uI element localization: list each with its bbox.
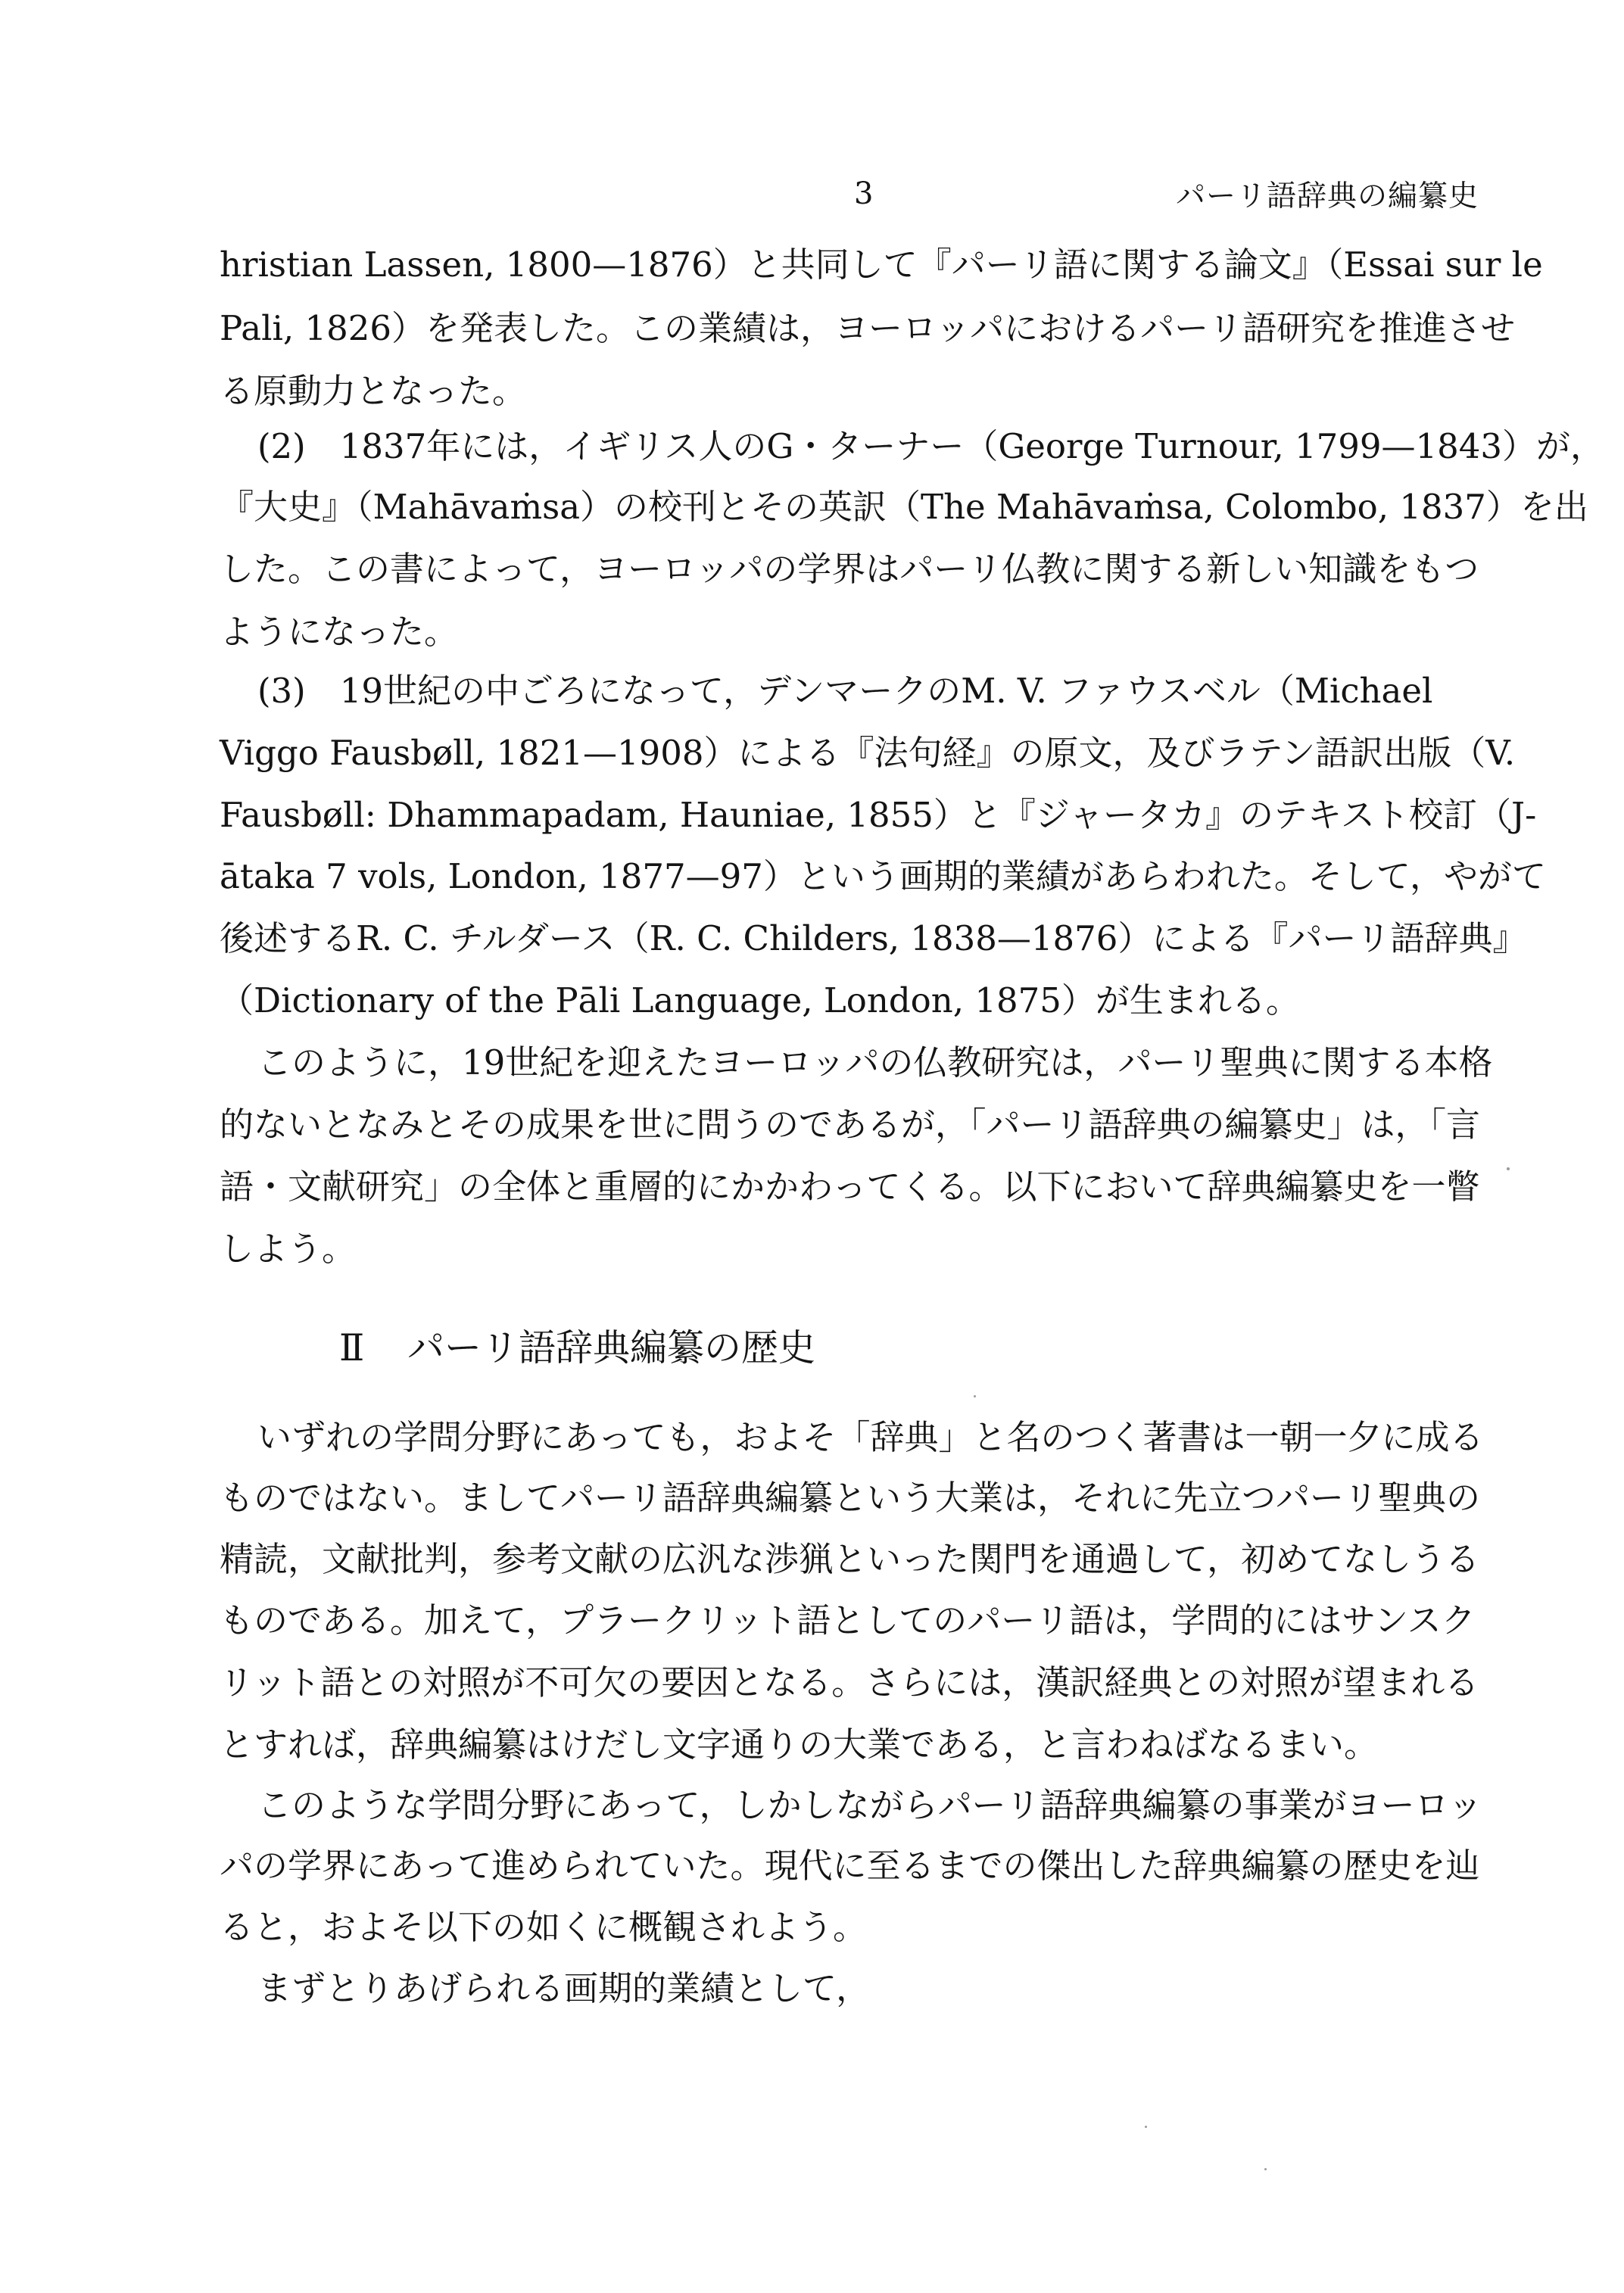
page-number: 3: [854, 176, 874, 211]
scan-speck: [1507, 1167, 1510, 1170]
text-line: Viggo Fausbøll, 1821—1908）による『法句経』の原文，及びラテン語訳出版（V.: [220, 733, 1516, 773]
scan-speck: [1264, 2168, 1267, 2170]
text-line: ものである。加えて，プラークリット語としてのパーリ語は，学問的にはサンスク: [220, 1600, 1476, 1640]
text-line: まずとりあげられる画期的業績として，: [257, 1968, 871, 2008]
text-line: 『大史』（Mahāvaṁsa）の校刊とその英訳（The Mahāvaṁsa, Colombo, 1837）を出: [220, 487, 1588, 527]
text-line: ātaka 7 vols, London, 1877—97）という画期的業績があらわれた。そして，やがて: [220, 856, 1547, 896]
text-line: ると，およそ以下の如くに概観されよう。: [220, 1907, 868, 1947]
text-line: hristian Lassen, 1800—1876）と共同して『パーリ語に関する論文』（Essai sur le: [220, 245, 1543, 285]
text-line: した。この書によって，ヨーロッパの学界はパーリ仏教に関する新しい知識をもつ: [220, 549, 1479, 589]
text-line: (3) 19世紀の中ごろになって，デンマークのM. V. ファウスベル（Michael: [257, 671, 1433, 711]
text-line: Pali, 1826）を発表した。この業績は，ヨーロッパにおけるパーリ語研究を推進させ: [220, 308, 1516, 348]
text-line: このような学問分野にあって，しかしながらパーリ語辞典編纂の事業がヨーロッ: [257, 1785, 1482, 1825]
text-line: とすれば，辞典編纂はけだし文字通りの大業である，と言わねばなるまい。: [220, 1724, 1379, 1765]
text-line: 的ないとなみとその成果を世に問うのであるが，「パーリ語辞典の編纂史」は，「言: [220, 1104, 1481, 1145]
scan-speck: [1145, 2126, 1147, 2128]
text-line: ようになった。: [220, 612, 459, 652]
text-line: (2) 1837年には，イギリス人のG・ターナー（George Turnour, 1799—1843）が，: [257, 426, 1605, 466]
text-line: ものではない。ましてパーリ語辞典編纂という大業は，それに先立つパーリ聖典の: [220, 1478, 1481, 1518]
text-line: パの学界にあって進められていた。現代に至るまでの傑出した辞典編纂の歴史を辿: [220, 1846, 1480, 1886]
section-heading: [339, 1326, 815, 1371]
text-line: 語・文献研究」の全体と重層的にかかわってくる。以下において辞典編纂史を一瞥: [220, 1167, 1480, 1207]
text-line: Fausbøll: Dhammapadam, Hauniae, 1855）と『ジャータカ』のテキスト校訂（J-: [220, 795, 1537, 835]
text-line: いずれの学問分野にあっても，およそ「辞典」と名のつく著書は一朝一夕に成る: [257, 1417, 1484, 1457]
text-line: このように，19世紀を迎えたヨーロッパの仏教研究は，パーリ聖典に関する本格: [257, 1042, 1493, 1083]
text-line: しよう。: [220, 1229, 357, 1269]
text-line: （Dictionary of the Pāli Language, London, 1875）が生まれる。: [220, 980, 1300, 1020]
text-line: る原動力となった。: [220, 371, 527, 411]
section-title: パーリ語辞典編纂の歴史: [407, 1326, 816, 1369]
scan-speck: [974, 1395, 976, 1397]
running-head: パーリ語辞典の編纂史: [1175, 179, 1479, 213]
text-line: 後述するR. C. チルダース（R. C. Childers, 1838—1876）による『パーリ語辞典』: [220, 918, 1527, 958]
section-number: Ⅱ: [339, 1326, 365, 1369]
text-line: 精読，文献批判，参考文献の広汎な渉猟といった関門を通過して，初めてなしうる: [220, 1539, 1480, 1579]
text-line: リット語との対照が不可欠の要因となる。さらには，漢訳経典との対照が望まれる: [220, 1662, 1479, 1703]
